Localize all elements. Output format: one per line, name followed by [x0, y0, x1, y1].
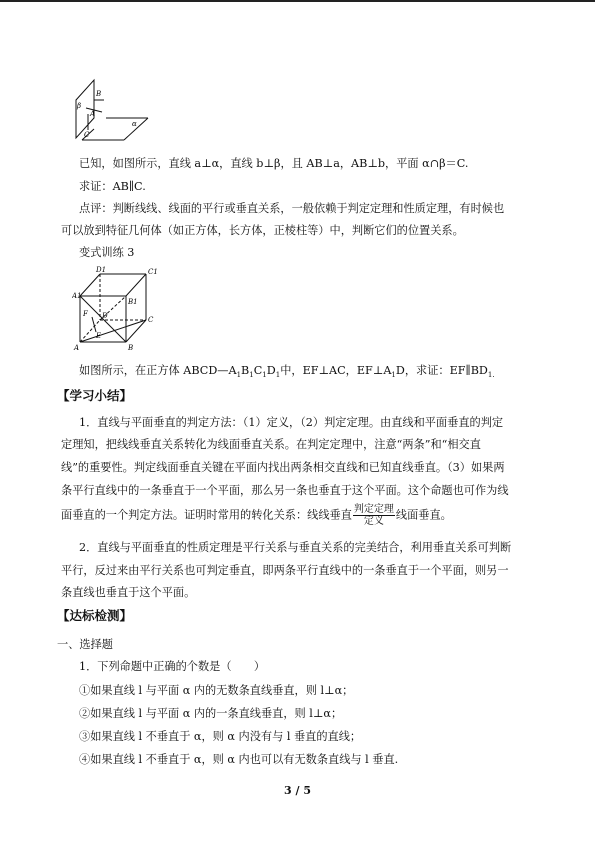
summary-p2-line2: 平行，反过来由平行关系也可判定垂直，即两条平行直线中的一条垂直于一个平面，则另一 — [61, 564, 509, 577]
cube-label-b: B — [128, 344, 134, 352]
variant-statement: 如图所示，在正方体 $ABCD—A_1B_1C_1D_1$中，EF⊥AC，$EF\perp A_1D$，求证：$EF\parallel BD_{1.}$ — [79, 364, 495, 380]
cube-label-d1: D1 — [96, 266, 107, 274]
question-1-option-2: ②如果直线 l 与平面 α 内的一条直线垂直，则 l⊥α； — [79, 707, 343, 720]
cube-label-b1: B1 — [128, 298, 138, 306]
summary-p1-line3: 线”的重要性。判定线面垂直关键在平面内找出两条相交直线和已知直线垂直。（3）如果两 — [61, 461, 505, 474]
top-rule — [0, 0, 595, 2]
cube-label-e: E — [96, 332, 102, 340]
question-1-option-4: ④如果直线 l 不垂直于 α，则 α 内也可以有无数条直线与 l 垂直. — [79, 753, 399, 766]
example-prove: 求证：AB∥C. — [79, 180, 146, 193]
cube-label-f: F — [83, 310, 88, 318]
test-heading: 【达标检测】 — [57, 608, 133, 623]
variant-title: 变式训练 3 — [79, 246, 135, 259]
planes-figure — [72, 74, 158, 146]
figure1-label-c: C — [84, 131, 90, 139]
cube-figure — [72, 264, 164, 352]
page-number: 3 / 5 — [284, 784, 311, 797]
test-section-title: 一、选择题 — [57, 638, 113, 651]
figure1-label-beta: β — [77, 102, 82, 110]
cube-label-d: D — [102, 312, 108, 320]
example-comment-line2: 可以放到特征几何体（如正方体，长方体，正棱柱等）中，判断它们的位置关系。 — [61, 224, 464, 237]
figure1-label-alpha: α — [132, 120, 137, 128]
summary-p1-line4: 条平行直线中的一条垂直于一个平面，那么另一条也垂直于这个平面。这个命题也可作为线 — [61, 484, 509, 497]
figure1-label-b: B — [96, 90, 102, 98]
cube-label-a: A — [74, 344, 80, 352]
example-given: 已知，如图所示，直线 a⊥α，直线 b⊥β，且 AB⊥a，AB⊥b，平面 α∩β＝C. — [79, 157, 469, 170]
question-1-option-3: ③如果直线 l 不垂直于 α，则 α 内没有与 l 垂直的直线； — [79, 730, 362, 743]
example-comment-line1: 点评：判断线线、线面的平行或垂直关系，一般依赖于判定定理和性质定理，有时候也 — [79, 202, 505, 215]
question-1: 1．下列命题中正确的个数是（ ） — [79, 660, 266, 673]
cube-label-c: C — [148, 316, 154, 324]
summary-p1-line2: 定理知，把线线垂直关系转化为线面垂直关系。在判定定理中，注意“两条”和“相交直 — [61, 438, 481, 451]
summary-p1-line5: 面垂直的一个判定方法。证明时常用的转化关系：线线垂直 $\frac{\text{判定定理}}{\text{定义}}$ 线面垂直。 — [61, 504, 452, 527]
cube-label-a1: A1 — [72, 292, 82, 300]
summary-p2-line1: 2．直线与平面垂直的性质定理是平行关系与垂直关系的完美结合，利用垂直关系可判断 — [79, 541, 512, 554]
summary-heading: 【学习小结】 — [57, 388, 133, 403]
figure1-label-a: A — [90, 110, 96, 118]
question-1-option-1: ①如果直线 l 与平面 α 内的无数条直线垂直，则 l⊥α； — [79, 684, 354, 697]
cube-label-c1: C1 — [148, 268, 158, 276]
summary-p2-line3: 条直线也垂直于这个平面。 — [61, 586, 196, 599]
transformation-fraction: $\frac{\text{判定定理}}{\text{定义}}$ — [353, 504, 394, 527]
summary-p1-line1: 1．直线与平面垂直的判定方法：（1）定义，（2）判定定理。由直线和平面垂直的判定 — [79, 416, 504, 429]
